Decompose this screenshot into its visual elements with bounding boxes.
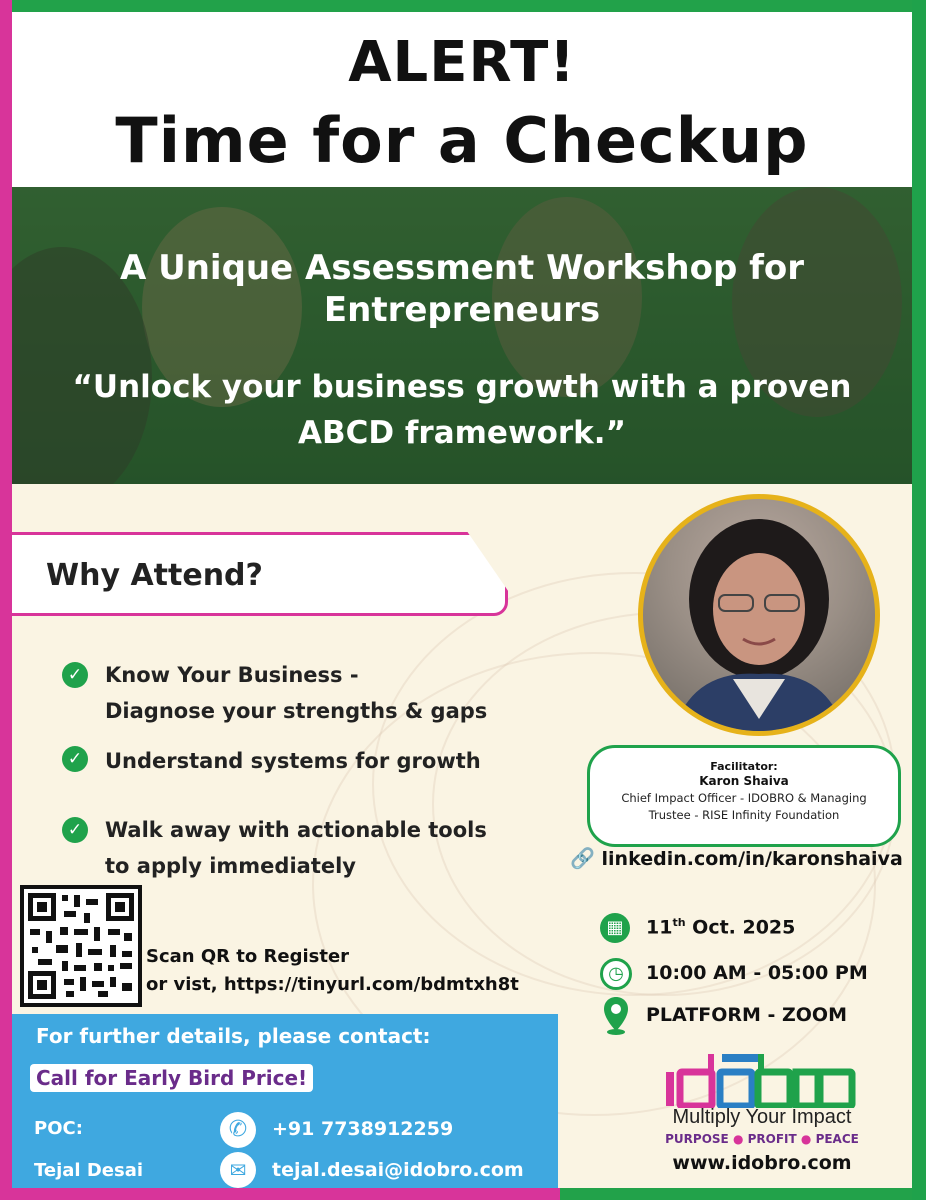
- brand-tagline: Multiply Your Impact: [672, 1106, 852, 1128]
- contact-heading: For further details, please contact:: [36, 1024, 431, 1048]
- benefit-item: [105, 812, 487, 884]
- facilitator-card: [587, 745, 901, 847]
- brand-values: [652, 1132, 872, 1146]
- page-title: Time for a Checkup: [115, 104, 809, 177]
- workshop-subtitle-line2: Entrepreneurs: [323, 290, 601, 330]
- email-address[interactable]: tejal.desai@idobro.com: [272, 1159, 524, 1181]
- date-day: 11: [646, 916, 673, 939]
- link-icon: 🔗: [570, 846, 595, 870]
- registration-qr-code[interactable]: [20, 885, 142, 1007]
- header: [12, 12, 912, 187]
- phone-number[interactable]: +91 7738912259: [272, 1118, 454, 1140]
- event-platform: PLATFORM - ZOOM: [646, 1004, 847, 1026]
- hero-banner: [12, 187, 912, 484]
- alert-heading: ALERT!: [348, 30, 576, 95]
- bottom-border-stripe: [0, 1188, 560, 1200]
- quote-line2: ABCD framework.”: [298, 415, 626, 451]
- brand-value-peace: PEACE: [815, 1132, 859, 1146]
- why-attend-title: Why Attend?: [46, 558, 263, 593]
- facilitator-name: Karon Shaiva: [699, 774, 789, 788]
- register-text: [146, 943, 519, 999]
- facilitator-label: Facilitator:: [710, 760, 778, 773]
- benefit-item: [105, 657, 487, 729]
- benefit-line: to apply immediately: [105, 854, 356, 878]
- phone-icon: ✆: [220, 1112, 256, 1148]
- quote-line1: “Unlock your business growth with a proven: [72, 369, 852, 405]
- facilitator-role-line1: Chief Impact Officer - IDOBRO & Managing: [621, 791, 867, 805]
- date-rest: Oct. 2025: [685, 916, 796, 939]
- facilitator-role-line2: Trustee - RISE Infinity Foundation: [648, 808, 840, 822]
- poc-label: POC:: [34, 1118, 83, 1139]
- clock-icon: ◷: [600, 958, 632, 990]
- poster-body: [12, 12, 912, 1188]
- right-border-stripe: [912, 0, 926, 1200]
- email-icon: ✉: [220, 1152, 256, 1188]
- brand-value-profit: PROFIT: [747, 1132, 797, 1146]
- location-pin-icon: [604, 997, 628, 1035]
- calendar-icon: ▦: [600, 913, 630, 943]
- idobro-logo: [660, 1052, 860, 1108]
- workshop-subtitle-line1: A Unique Assessment Workshop for: [119, 248, 805, 288]
- event-date: [646, 916, 795, 938]
- facilitator-photo: [638, 494, 880, 736]
- poc-name: Tejal Desai: [34, 1160, 144, 1181]
- brand-value-purpose: PURPOSE: [665, 1132, 729, 1146]
- early-bird-badge: Call for Early Bird Price!: [30, 1064, 313, 1092]
- register-url[interactable]: or vist, https://tinyurl.com/bdmtxh8t: [146, 974, 519, 995]
- contact-panel: [12, 1014, 558, 1188]
- linkedin-link[interactable]: [570, 846, 903, 870]
- facilitator-portrait-icon: [643, 499, 875, 731]
- benefit-line: Diagnose your strengths & gaps: [105, 699, 488, 723]
- check-circle-icon: ✓: [62, 662, 88, 688]
- left-border-stripe: [0, 0, 12, 1200]
- check-circle-icon: ✓: [62, 817, 88, 843]
- bullet-dot: ●: [800, 1132, 812, 1146]
- benefit-line: Know Your Business -: [105, 663, 359, 687]
- benefit-line: Understand systems for growth: [105, 749, 481, 773]
- benefit-item: [105, 743, 481, 779]
- check-circle-icon: ✓: [62, 746, 88, 772]
- website-link[interactable]: www.idobro.com: [672, 1152, 852, 1174]
- date-suffix: th: [672, 916, 686, 929]
- event-time: 10:00 AM - 05:00 PM: [646, 962, 868, 984]
- register-line1: Scan QR to Register: [146, 946, 350, 967]
- benefit-line: Walk away with actionable tools: [105, 818, 487, 842]
- linkedin-url: linkedin.com/in/karonshaiva: [601, 848, 903, 870]
- bullet-dot: ●: [732, 1132, 744, 1146]
- qr-code-icon: [24, 889, 138, 1003]
